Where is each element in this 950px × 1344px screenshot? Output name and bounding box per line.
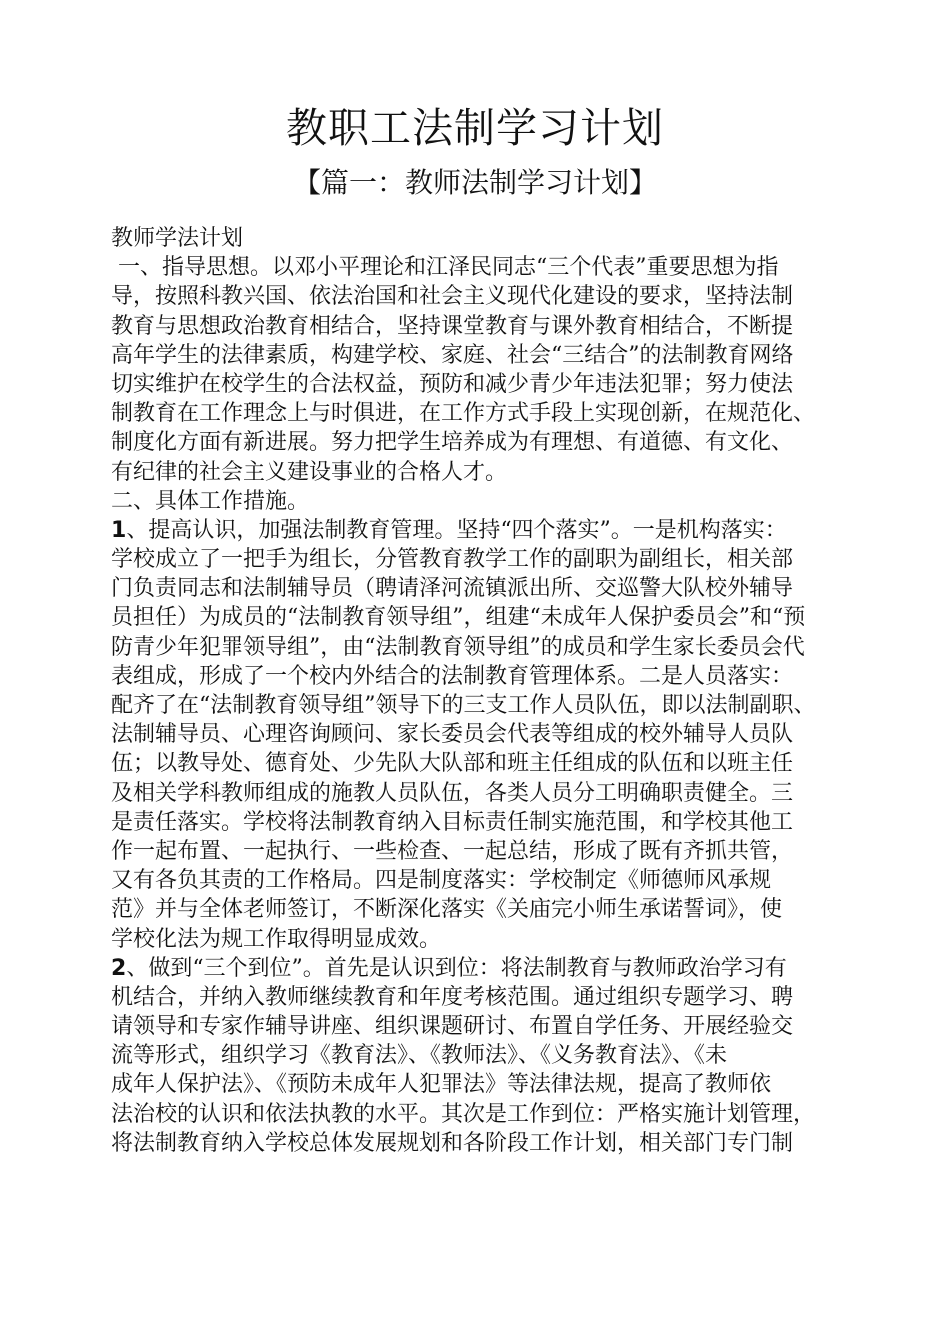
body-line: 及相关学科教师组成的施教人员队伍，各类人员分工明确职责健全。三 <box>111 780 794 806</box>
body-line: 法治校的认识和依法执教的水平。其次是工作到位：严格实施计划管理， <box>111 1101 816 1127</box>
body-line: 一、指导思想。以邓小平理论和江泽民同志“三个代表”重要思想为指 <box>111 255 779 281</box>
numbered-line <box>111 516 861 545</box>
body-line: 切实维护在校学生的合法权益，预防和减少青少年违法犯罪；努力使法 <box>111 371 794 397</box>
body-line: 伍；以教导处、德育处、少先队大队部和班主任组成的队伍和以班主任 <box>111 751 794 777</box>
body-line: 二、具体工作措施。 <box>111 488 310 514</box>
body-line: 法制辅导员、心理咨询顾问、家长委员会代表等组成的校外辅导人员队 <box>111 722 794 748</box>
body-line: 流等形式，组织学习《教育法》、《教师法》、《义务教育法》、《未 <box>111 1043 728 1069</box>
numbered-line <box>111 954 861 983</box>
document-body <box>111 224 861 1158</box>
item-number: 2 <box>111 955 127 981</box>
body-line: 又有各负其责的工作格局。四是制度落实：学校制定《师德师风承规 <box>111 868 772 894</box>
body-line: 学校成立了一把手为组长，分管教育教学工作的副职为副组长，相关部 <box>111 547 794 573</box>
body-line: 成年人保护法》、《预防未成年人犯罪法》等法律法规，提高了教师依 <box>111 1072 772 1098</box>
body-line: 配齐了在“法制教育领导组”领导下的三支工作人员队伍，即以法制副职、 <box>111 693 816 718</box>
body-line: 表组成，形成了一个校内外结合的法制教育管理体系。二是人员落实： <box>111 663 794 689</box>
body-line: 制教育在工作理念上与时俱进，在工作方式手段上实现创新，在规范化、 <box>111 401 816 427</box>
body-line: 门负责同志和法制辅导员（聘请泽河流镇派出所、交巡警大队校外辅导 <box>111 576 794 602</box>
body-line: 高年学生的法律素质，构建学校、家庭、社会“三结合”的法制教育网络 <box>111 342 794 368</box>
body-line: 学校化法为规工作取得明显成效。 <box>111 926 442 952</box>
body-line: 机结合，并纳入教师继续教育和年度考核范围。通过组织专题学习、聘 <box>111 984 794 1010</box>
body-line-text: 、做到“三个到位”。首先是认识到位：将法制教育与教师政治学习有 <box>126 955 787 981</box>
body-line: 是责任落实。学校将法制教育纳入目标责任制实施范围，和学校其他工 <box>111 809 794 835</box>
body-line: 教师学法计划 <box>111 226 244 251</box>
body-line: 教育与思想政治教育相结合，坚持课堂教育与课外教育相结合，不断提 <box>111 313 794 339</box>
body-line: 作一起布置、一起执行、一些检查、一起总结，形成了既有齐抓共管， <box>111 838 794 864</box>
body-line: 员担任）为成员的“法制教育领导组”，组建“未成年人保护委员会”和“预 <box>111 605 806 631</box>
body-line-text: 、提高认识，加强法制教育管理。坚持“四个落实”。一是机构落实： <box>126 517 787 543</box>
body-line: 防青少年犯罪领导组”，由“法制教育领导组”的成员和学生家长委员会代 <box>111 634 805 660</box>
body-line: 导，按照科教兴国、依法治国和社会主义现代化建设的要求，坚持法制 <box>111 284 794 310</box>
body-line: 范》并与全体老师签订，不断深化落实《关庙完小师生承诺誓词》，使 <box>111 897 783 923</box>
body-line: 请领导和专家作辅导讲座、组织课题研讨、布置自学任务、开展经验交 <box>111 1014 794 1040</box>
document-title: 教职工法制学习计划 <box>286 104 664 152</box>
body-line: 有纪律的社会主义建设事业的合格人才。 <box>111 459 508 485</box>
body-line: 将法制教育纳入学校总体发展规划和各阶段工作计划，相关部门专门制 <box>111 1130 794 1156</box>
body-line: 制度化方面有新进展。努力把学生培养成为有理想、有道德、有文化、 <box>111 430 794 456</box>
document-subtitle: 【篇一：教师法制学习计划】 <box>292 166 657 199</box>
item-number: 1 <box>111 517 127 543</box>
